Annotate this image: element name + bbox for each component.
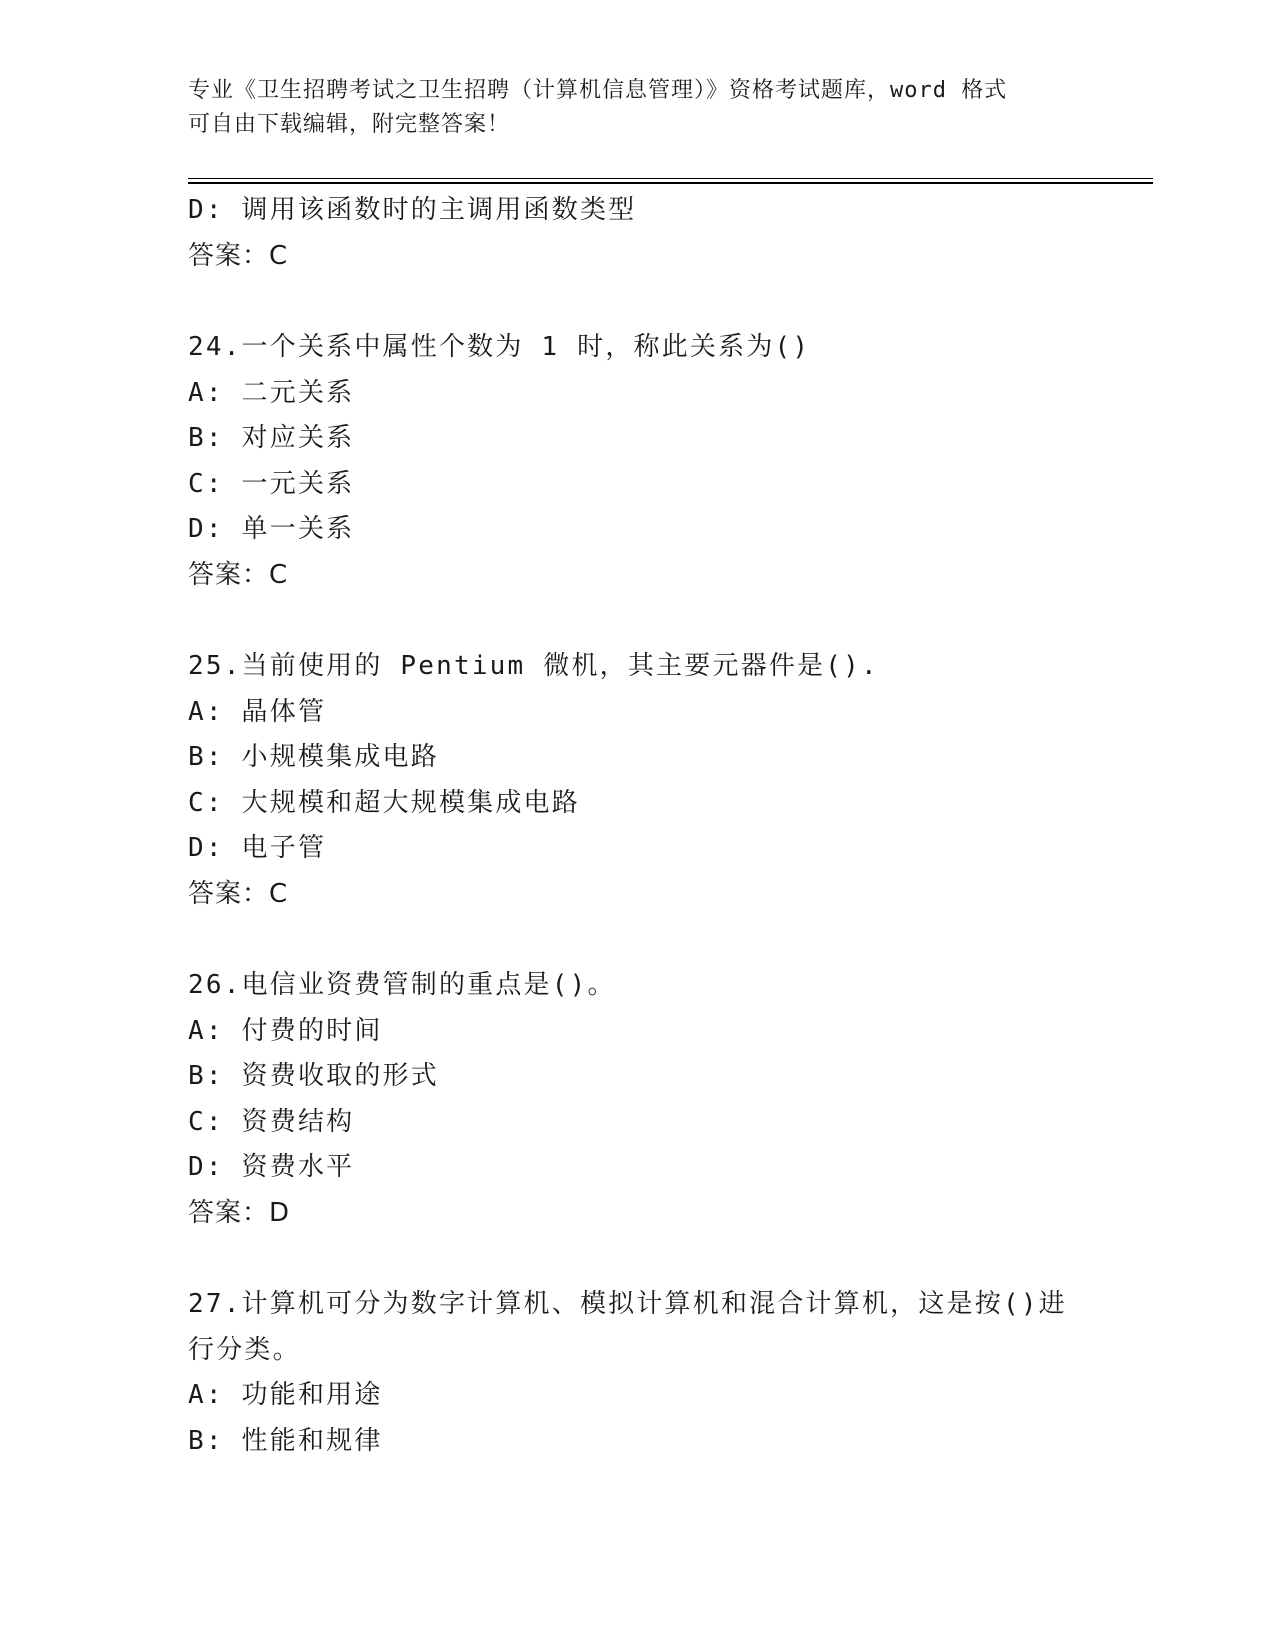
option-d: D: 电子管 — [188, 833, 327, 863]
question-stem-line-2: 行分类。 — [188, 1334, 301, 1365]
answer-line: 答案：C — [188, 878, 289, 909]
question-list — [188, 188, 1088, 1464]
answer-line: 答案：D — [188, 1197, 291, 1228]
header-line-1: 专业《卫生招聘考试之卫生招聘（计算机信息管理）》资格考试题库，word 格式 — [188, 78, 1008, 103]
option-a: A: 付费的时间 — [188, 1015, 383, 1046]
question-stem: 24.一个关系中属性个数为 1 时，称此关系为() — [188, 332, 811, 362]
question-stem-line-1: 27.计算机可分为数字计算机、模拟计算机和混合计算机，这是按()进 — [188, 1289, 1067, 1319]
option-b: B: 小规模集成电路 — [188, 742, 439, 772]
spacer — [188, 917, 1088, 963]
option-d: D: 资费水平 — [188, 1152, 355, 1182]
option-b: B: 对应关系 — [188, 423, 355, 453]
option-b: B: 资费收取的形式 — [188, 1061, 439, 1091]
option-a: A: 二元关系 — [188, 377, 355, 408]
option-a: A: 晶体管 — [188, 696, 327, 727]
question-stem: 25.当前使用的 Pentium 微机，其主要元器件是(). — [188, 651, 879, 681]
spacer — [188, 598, 1088, 644]
question-27 — [188, 1282, 1088, 1464]
option-c: C: 资费结构 — [188, 1106, 355, 1137]
header-line-2: 可自由下载编辑，附完整答案！ — [188, 112, 511, 137]
previous-question-tail — [188, 188, 1088, 279]
option-b: B: 性能和规律 — [188, 1425, 383, 1456]
option-d: D: 调用该函数时的主调用函数类型 — [188, 195, 637, 225]
option-c: C: 大规模和超大规模集成电路 — [188, 787, 580, 818]
document-header — [188, 74, 1088, 142]
option-c: C: 一元关系 — [188, 468, 355, 499]
answer-line: 答案：C — [188, 240, 289, 271]
spacer — [188, 1236, 1088, 1282]
spacer — [188, 279, 1088, 325]
question-24 — [188, 325, 1088, 598]
option-d: D: 单一关系 — [188, 514, 355, 544]
option-a: A: 功能和用途 — [188, 1380, 383, 1410]
question-26 — [188, 963, 1088, 1236]
header-divider-thick — [188, 182, 1153, 184]
answer-line: 答案：C — [188, 559, 289, 590]
question-25 — [188, 644, 1088, 917]
question-stem: 26.电信业资费管制的重点是()。 — [188, 970, 616, 1000]
header-divider-thin — [188, 178, 1153, 179]
